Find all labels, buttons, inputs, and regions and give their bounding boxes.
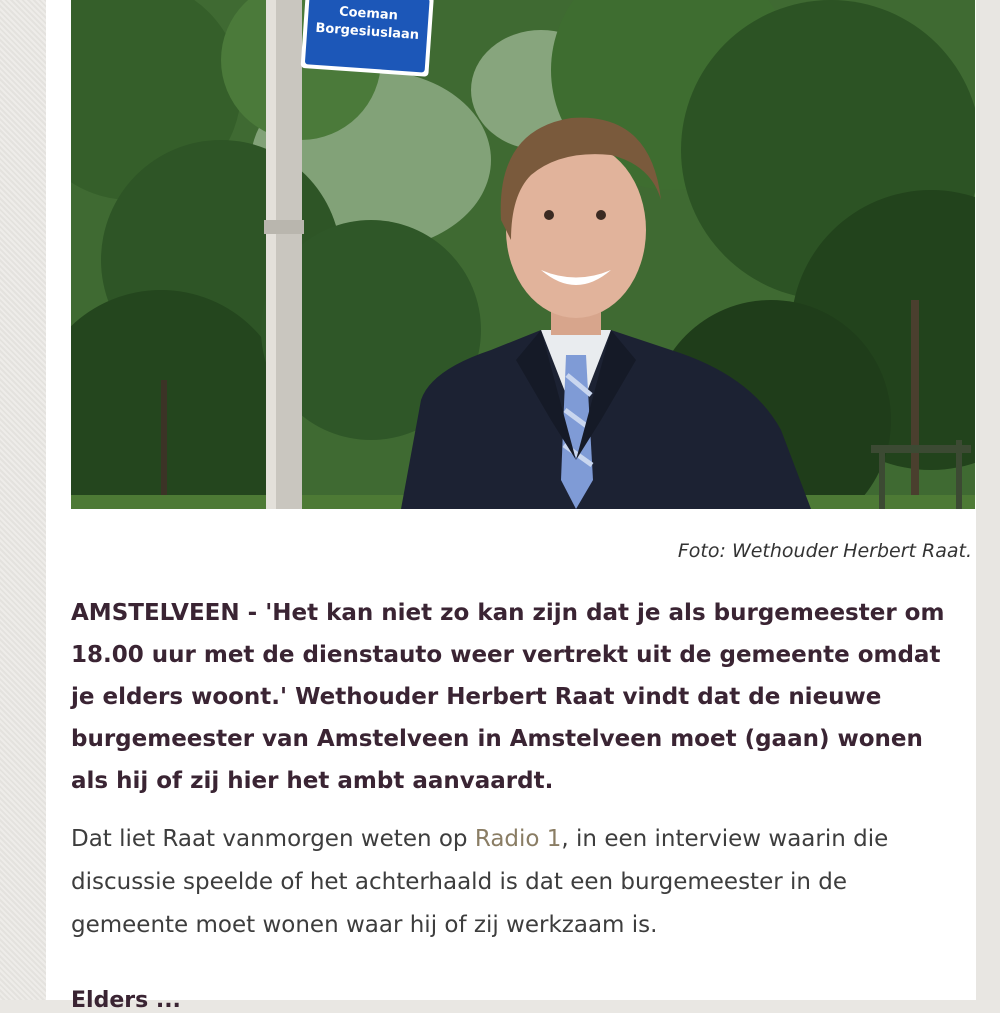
page-background-right [976,0,1000,1000]
page-background-left [0,0,46,1000]
dateline: AMSTELVEEN [71,600,240,626]
article [46,0,976,1013]
photo-caption: Foto: Wethouder Herbert Raat. [677,540,972,562]
dateline-separator: - [239,600,266,626]
article-photo [71,0,975,509]
next-section-heading: Elders ... [71,988,181,1013]
street-sign-line1: Coeman [338,4,399,24]
article-paragraph [71,818,951,947]
paragraph-text-end: , in een interview waarin die discussie speelde of het achterhaald is dat een burgemeester in de gemeente moet wonen waar hij of zij werkzaam is. [71,826,889,938]
lead-text: 'Het kan niet zo kan zijn dat je als burgemeester om 18.00 uur met de dienstauto weer vertrekt uit de gemeente omdat je elders woont.' Wethouder Herbert Raat vindt dat de nieuwe burgemeester van Amstelveen in Amstelveen moet (gaan) wonen als hij of zij hier het ambt aanvaardt. [71,600,945,794]
photo-illustration [71,0,975,509]
street-sign-line2: Borgesiuslaan [314,20,420,44]
paragraph-text-start: Dat liet Raat vanmorgen weten op [71,826,475,852]
article-lead [71,592,951,802]
radio1-link[interactable]: Radio 1 [474,826,562,852]
